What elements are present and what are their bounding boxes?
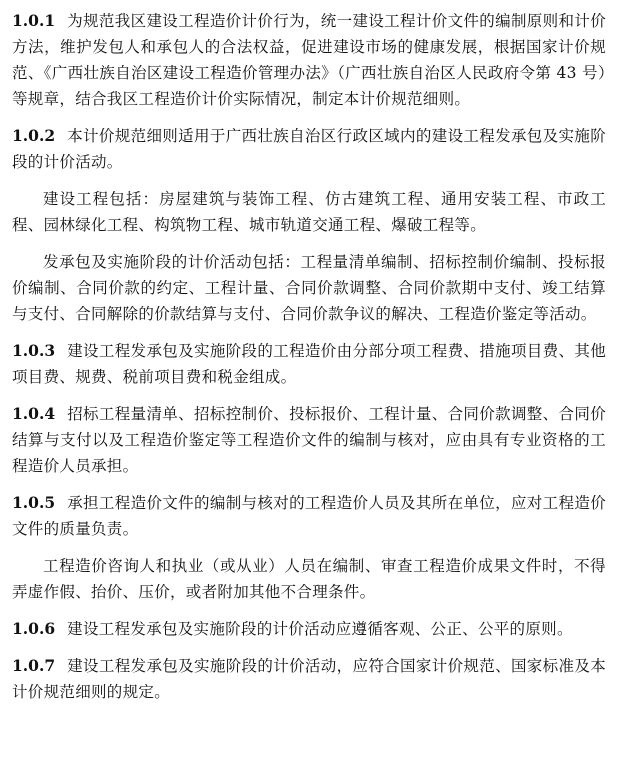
clause-number: 1.0.6 <box>12 619 56 638</box>
clause-1-0-4 <box>12 401 606 479</box>
clause-text: 招标工程量清单、招标控制价、投标报价、工程计量、合同价款调整、合同价结算与支付以及工程造价鉴定等工程造价文件的编制与核对，应由具有专业资格的工程造价人员承担。 <box>12 405 606 475</box>
clause-1-0-2-subpara-2: 发承包及实施阶段的计价活动包括：工程量清单编制、招标控制价编制、投标报价编制、合同价款的约定、工程计量、合同价款调整、合同价款期中支付、竣工结算与支付、合同解除的价款结算与支付、合同价款争议的解决、工程造价鉴定等活动。 <box>12 253 606 323</box>
clause-number: 1.0.1 <box>12 11 56 30</box>
clause-text: 建设工程发承包及实施阶段的计价活动应遵循客观、公正、公平的原则。 <box>67 620 573 638</box>
clause-1-0-2-subpara-1: 建设工程包括：房屋建筑与装饰工程、仿古建筑工程、通用安装工程、市政工程、园林绿化工程、构筑物工程、城市轨道交通工程、爆破工程等。 <box>12 190 606 234</box>
clause-1-0-6 <box>12 616 606 642</box>
clause-number: 1.0.7 <box>12 656 56 675</box>
clause-text: 为规范我区建设工程造价计价行为，统一建设工程计价文件的编制原则和计价方法，维护发包人和承包人的合法权益，促进建设市场的健康发展，根据国家计价规范、《广西壮族自治区建设工程造价管理办法》（广西壮族自治区人民政府令第 43 号）等规章，结合我区工程造价计价实际情况，制定本计价规范细则。 <box>12 12 606 108</box>
clause-text: 建设工程发承包及实施阶段的工程造价由分部分项工程费、措施项目费、其他项目费、规费、税前项目费和税金组成。 <box>12 342 606 386</box>
clause-1-0-2 <box>12 123 606 175</box>
clause-1-0-5-subpara-1: 工程造价咨询人和执业（或从业）人员在编制、审查工程造价成果文件时，不得弄虚作假、抬价、压价，或者附加其他不合理条件。 <box>12 557 606 601</box>
clause-1-0-5 <box>12 490 606 542</box>
clause-1-0-1 <box>12 8 606 112</box>
clause-number: 1.0.3 <box>12 341 56 360</box>
clause-text: 承担工程造价文件的编制与核对的工程造价人员及其所在单位，应对工程造价文件的质量负责。 <box>12 494 606 538</box>
clause-text: 本计价规范细则适用于广西壮族自治区行政区域内的建设工程发承包及实施阶段的计价活动。 <box>12 127 606 171</box>
clause-number: 1.0.4 <box>12 404 56 423</box>
clause-text: 建设工程发承包及实施阶段的计价活动，应符合国家计价规范、国家标准及本计价规范细则的规定。 <box>12 657 606 701</box>
clause-number: 1.0.5 <box>12 493 56 512</box>
clause-1-0-3 <box>12 338 606 390</box>
clause-1-0-7 <box>12 653 606 705</box>
clause-number: 1.0.2 <box>12 126 56 145</box>
